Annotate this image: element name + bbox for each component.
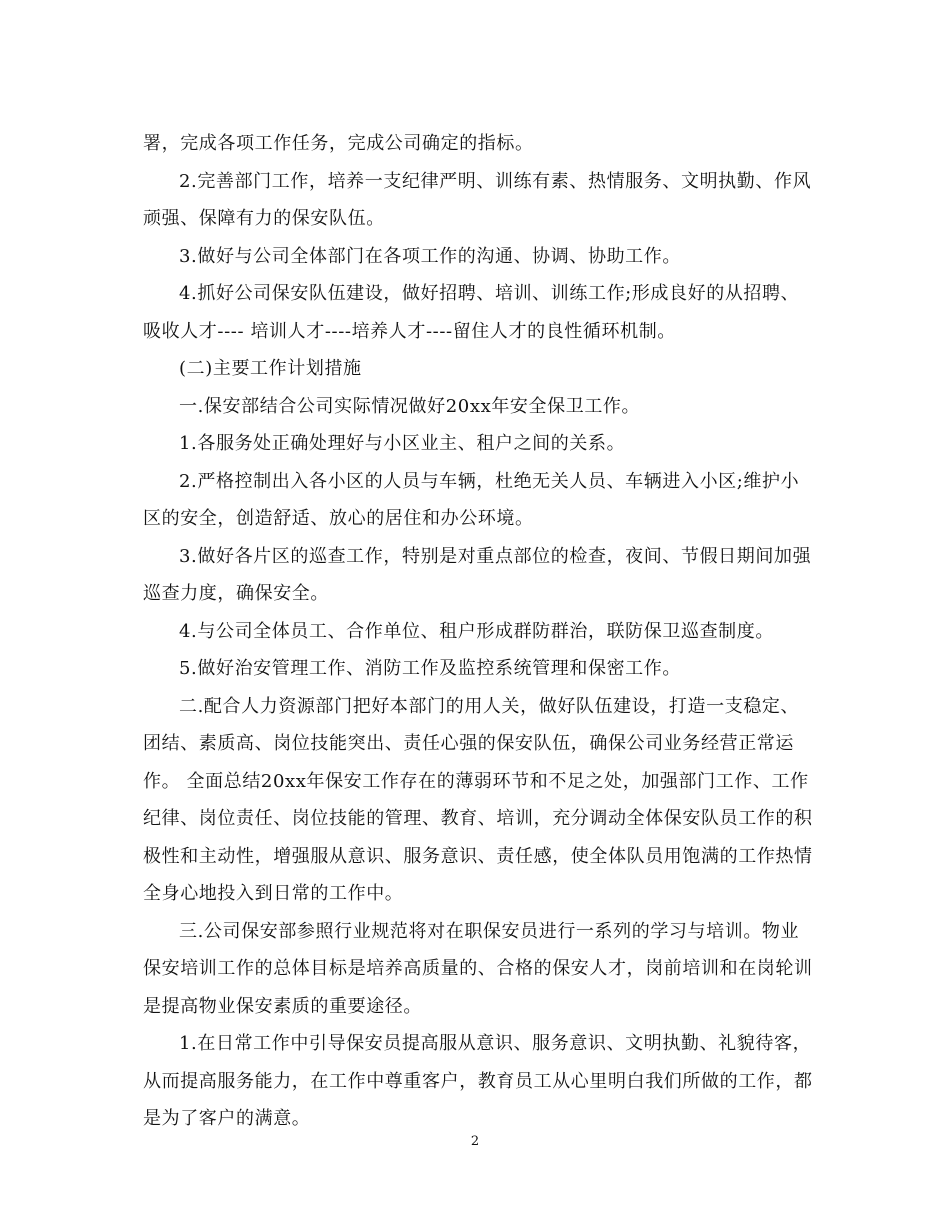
paragraph-8: 2.严格控制出入各小区的人员与车辆，杜绝无关人员、车辆进入小区;维护小区的安全，创造舒适、放心的居住和办公环境。: [143, 470, 800, 529]
paragraph-10: 4.与公司全体员工、合作单位、租户形成群防群治，联防保卫巡查制度。: [179, 620, 774, 642]
section-heading-measures: (二)主要工作计划措施: [179, 358, 362, 379]
document-body: [143, 125, 815, 1138]
paragraph-6: 一.保安部结合公司实际情况做好20xx年安全保卫工作。: [179, 395, 641, 417]
paragraph-11: 5.做好治安管理工作、消防工作及监控系统管理和保密工作。: [179, 658, 681, 679]
paragraph-7: 1.各服务处正确处理好与小区业主、租户之间的关系。: [179, 433, 626, 454]
paragraph-13: 三.公司保安部参照行业规范将对在职保安员进行一系列的学习与培训。物业保安培训工作的总体目标是培养高质量的、合格的保安人才，岗前培训和在岗轮训是提高物业保安素质的重要途径。: [143, 920, 813, 1017]
paragraph-2: 2.完善部门工作，培养一支纪律严明、训练有素、热情服务、文明执勤、作风顽强、保障有力的保安队伍。: [143, 170, 812, 229]
page-number: 2: [470, 1134, 480, 1149]
paragraph-14: 1.在日常工作中引导保安员提高服从意识、服务意识、文明执勤、礼貌待客，从而提高服务能力，在工作中尊重客户，教育员工从心里明白我们所做的工作，都是为了客户的满意。: [143, 1033, 813, 1129]
paragraph-3: 3.做好与公司全体部门在各项工作的沟通、协调、协助工作。: [179, 245, 681, 267]
paragraph-1: 署，完成各项工作任务，完成公司确定的指标。: [143, 133, 534, 154]
paragraph-9: 3.做好各片区的巡查工作，特别是对重点部位的检查，夜间、节假日期间加强巡查力度，确保安全。: [143, 545, 812, 604]
paragraph-4: 4.抓好公司保安队伍建设，做好招聘、培训、训练工作;形成良好的从招聘、吸收人才---- 培训人才----培养人才----留住人才的良性循环机制。: [143, 283, 800, 342]
paragraph-12: 二.配合人力资源部门把好本部门的用人关，做好队伍建设，打造一支稳定、团结、素质高、岗位技能突出、责任心强的保安队伍，确保公司业务经营正常运作。 全面总结20xx年保安工作存在的薄弱环节和不足之处，加强部门工作、工作纪律、岗位责任、岗位技能的管理、教育、培训，充分调动全体保安队员工作的积极性和主动性，增强服从意识、服务意识、责任感，使全体队员用饱满的工作热情全身心地投入到日常的工作中。: [143, 695, 813, 904]
